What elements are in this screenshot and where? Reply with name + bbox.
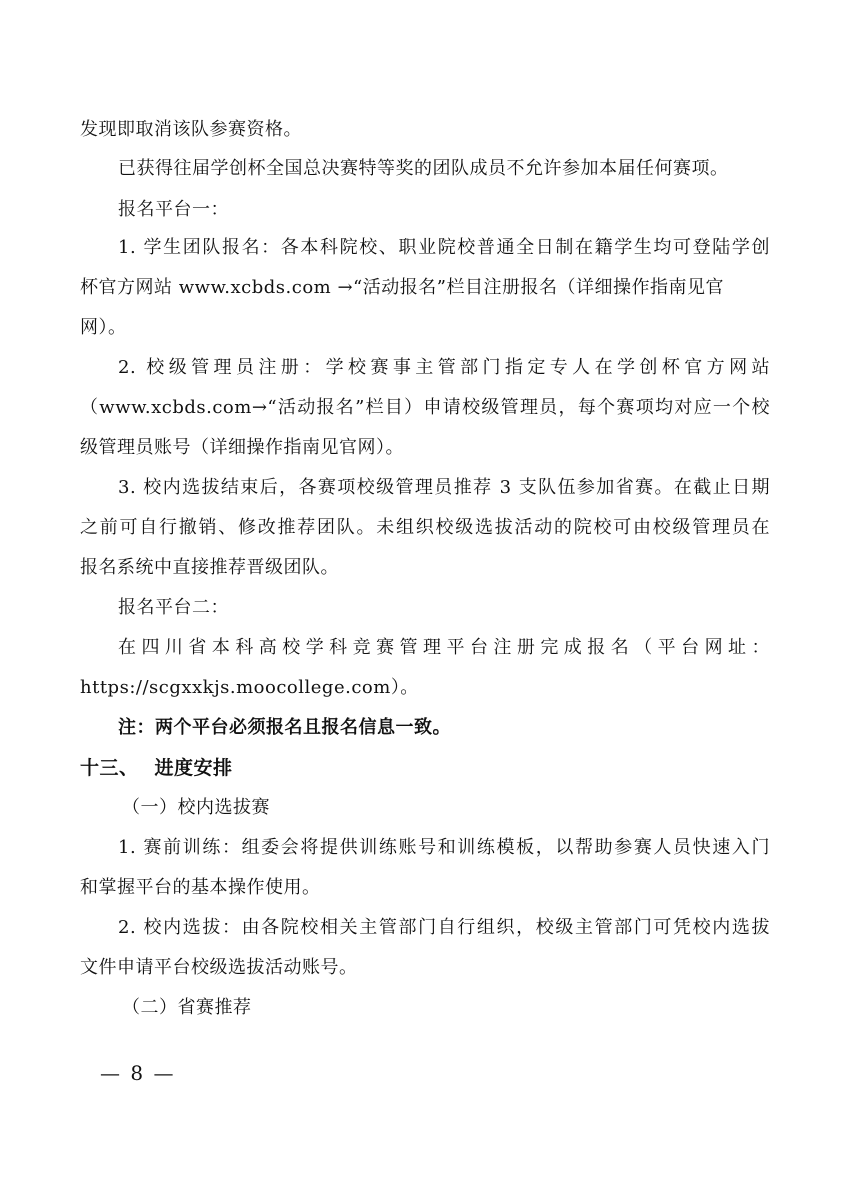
section-title: 进度安排: [154, 757, 233, 779]
paragraph-line: 在四川省本科高校学科竞赛管理平台注册完成报名（平台网址：: [118, 637, 770, 658]
paragraph-line: 之前可自行撤销、修改推荐团队。未组织校级选拔活动的院校可由校级管理员在: [80, 517, 770, 538]
subsection-heading: （二）省赛推荐: [122, 997, 252, 1018]
paragraph-line: 报名平台一：: [118, 199, 229, 220]
paragraph-line: https://scgxxkjs.moocollege.com）。: [80, 677, 419, 698]
paragraph-line: 文件申请平台校级选拔活动账号。: [80, 957, 358, 978]
paragraph-line: 报名系统中直接推荐晋级团队。: [80, 557, 339, 578]
paragraph-line: 报名平台二：: [118, 597, 229, 618]
subsection-heading: （一）校内选拔赛: [122, 797, 270, 818]
paragraph-line: 2. 校内选拔：由各院校相关主管部门自行组织，校级主管部门可凭校内选拔: [118, 917, 770, 938]
section-number: 十三、: [80, 757, 139, 779]
paragraph-line: 1. 赛前训练：组委会将提供训练账号和训练模板，以帮助参赛人员快速入门: [118, 837, 770, 858]
paragraph-line: （www.xcbds.com→“活动报名”栏目）申请校级管理员，每个赛项均对应一个校: [80, 397, 770, 418]
paragraph-line: 已获得往届学创杯全国总决赛特等奖的团队成员不允许参加本届任何赛项。: [118, 158, 729, 179]
paragraph-line: 级管理员账号（详细操作指南见官网）。: [80, 437, 404, 458]
paragraph-line: 和掌握平台的基本操作使用。: [80, 877, 321, 898]
note-line: 注：两个平台必须报名且报名信息一致。: [118, 717, 451, 738]
paragraph-line: 2. 校级管理员注册：学校赛事主管部门指定专人在学创杯官方网站: [118, 357, 770, 378]
page-number: — 8 —: [100, 1061, 176, 1085]
paragraph-line: 1. 学生团队报名：各本科院校、职业院校普通全日制在籍学生均可登陆学创: [118, 237, 770, 258]
paragraph-line: 杯官方网站 www.xcbds.com →“活动报名”栏目注册报名（详细操作指南见官: [80, 277, 724, 298]
paragraph-line: 3. 校内选拔结束后，各赛项校级管理员推荐 3 支队伍参加省赛。在截止日期: [118, 477, 770, 498]
section-heading: [80, 756, 770, 780]
paragraph-line: 网）。: [80, 317, 127, 338]
paragraph-line: 发现即取消该队参赛资格。: [80, 119, 302, 140]
